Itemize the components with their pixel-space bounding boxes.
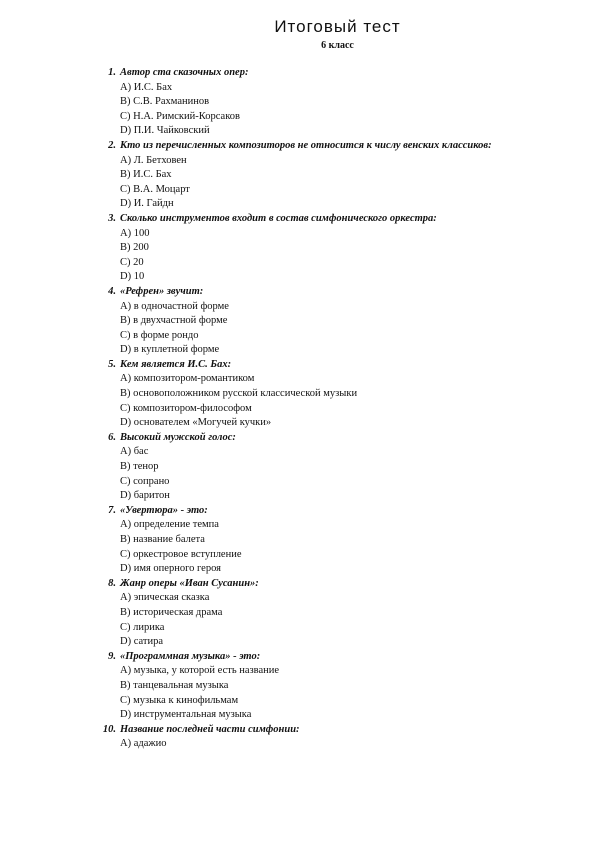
- page-subtitle: 6 класс: [321, 40, 354, 51]
- question-text: Название последней части симфонии:: [120, 723, 300, 735]
- answer-option: D) баритон: [120, 490, 170, 502]
- answer-option: А) музыка, у которой есть название: [120, 665, 280, 677]
- question-text: «Программная музыка» - это:: [120, 650, 261, 662]
- answer-option: С) композитором-философом: [120, 402, 252, 414]
- question-item: [100, 285, 520, 358]
- question-number: 7.: [108, 504, 116, 516]
- question-number: 5.: [108, 358, 116, 370]
- question-number: 4.: [108, 285, 116, 297]
- answer-option: С) оркестровое вступление: [120, 548, 242, 560]
- answer-option: В) 200: [120, 242, 149, 254]
- question-number: 8.: [108, 577, 116, 589]
- answer-option: D) И. Гайдн: [120, 198, 174, 210]
- page-title: Итоговый тест: [274, 17, 401, 36]
- answer-option: В) тенор: [120, 461, 159, 473]
- question-item: [100, 212, 520, 285]
- answer-option: D) 10: [120, 271, 145, 283]
- answer-option: А) бас: [120, 446, 149, 458]
- answer-option: В) историческая драма: [120, 606, 223, 618]
- answer-option: А) Л. Бетховен: [120, 154, 187, 166]
- answer-option: А) 100: [120, 227, 150, 239]
- answer-option: В) танцевальная музыка: [120, 679, 229, 691]
- question-item: [100, 504, 520, 577]
- question-text: Кто из перечисленных композиторов не относится к числу венских классиков:: [120, 139, 492, 151]
- answer-option: D) основателем «Могучей кучки»: [120, 417, 272, 429]
- question-item: [100, 66, 520, 139]
- answer-option: D) инструментальная музыка: [120, 709, 252, 721]
- question-number: 6.: [108, 431, 116, 443]
- question-list: [100, 66, 520, 752]
- answer-option: А) адажио: [120, 738, 167, 750]
- question-number: 9.: [108, 650, 116, 662]
- question-text: Автор ста сказочных опер:: [120, 67, 249, 78]
- answer-option: В) С.В. Рахманинов: [120, 96, 210, 108]
- question-text: Кем является И.С. Бах:: [120, 358, 232, 370]
- answer-option: С) в форме рондо: [120, 329, 199, 341]
- answer-option: С) В.А. Моцарт: [120, 183, 190, 195]
- question-number: 10.: [102, 723, 116, 735]
- question-number: 1.: [108, 67, 116, 78]
- question-text: «Рефрен» звучит:: [120, 285, 204, 297]
- question-number: 2.: [108, 139, 116, 151]
- question-text: Высокий мужской голос:: [120, 431, 236, 443]
- answer-option: С) лирика: [120, 621, 165, 633]
- question-item: [100, 358, 520, 431]
- answer-option: С) Н.А. Римский-Корсаков: [120, 110, 240, 122]
- answer-option: D) имя оперного героя: [120, 563, 221, 575]
- answer-option: D) П.И. Чайковский: [120, 125, 210, 137]
- answer-option: В) И.С. Бах: [120, 169, 172, 181]
- answer-option: А) определение темпа: [120, 519, 219, 531]
- answer-option: С) сопрано: [120, 475, 170, 487]
- answer-option: В) в двухчастной форме: [120, 315, 228, 327]
- question-number: 3.: [108, 212, 116, 224]
- answer-option: D) в куплетной форме: [120, 344, 220, 356]
- answer-option: А) И.С. Бах: [120, 81, 173, 93]
- answer-option: D) сатира: [120, 636, 163, 648]
- question-item: [100, 431, 520, 504]
- answer-option: В) основоположником русской классической музыки: [120, 388, 358, 400]
- answer-option: С) 20: [120, 256, 144, 268]
- answer-option: А) в одночастной форме: [120, 300, 229, 312]
- question-item: [100, 577, 520, 650]
- answer-option: А) эпическая сказка: [120, 592, 210, 604]
- answer-option: В) название балета: [120, 534, 205, 545]
- question-item: [100, 650, 520, 723]
- question-text: «Увертюра» - это:: [120, 504, 208, 516]
- question-item: [100, 723, 520, 752]
- question-text: Сколько инструментов входит в состав симфонического оркестра:: [120, 212, 437, 224]
- question-item: [100, 139, 520, 212]
- question-text: Жанр оперы «Иван Сусанин»:: [120, 577, 259, 589]
- answer-option: С) музыка к кинофильмам: [120, 694, 239, 706]
- answer-option: А) композитором-романтиком: [120, 373, 255, 385]
